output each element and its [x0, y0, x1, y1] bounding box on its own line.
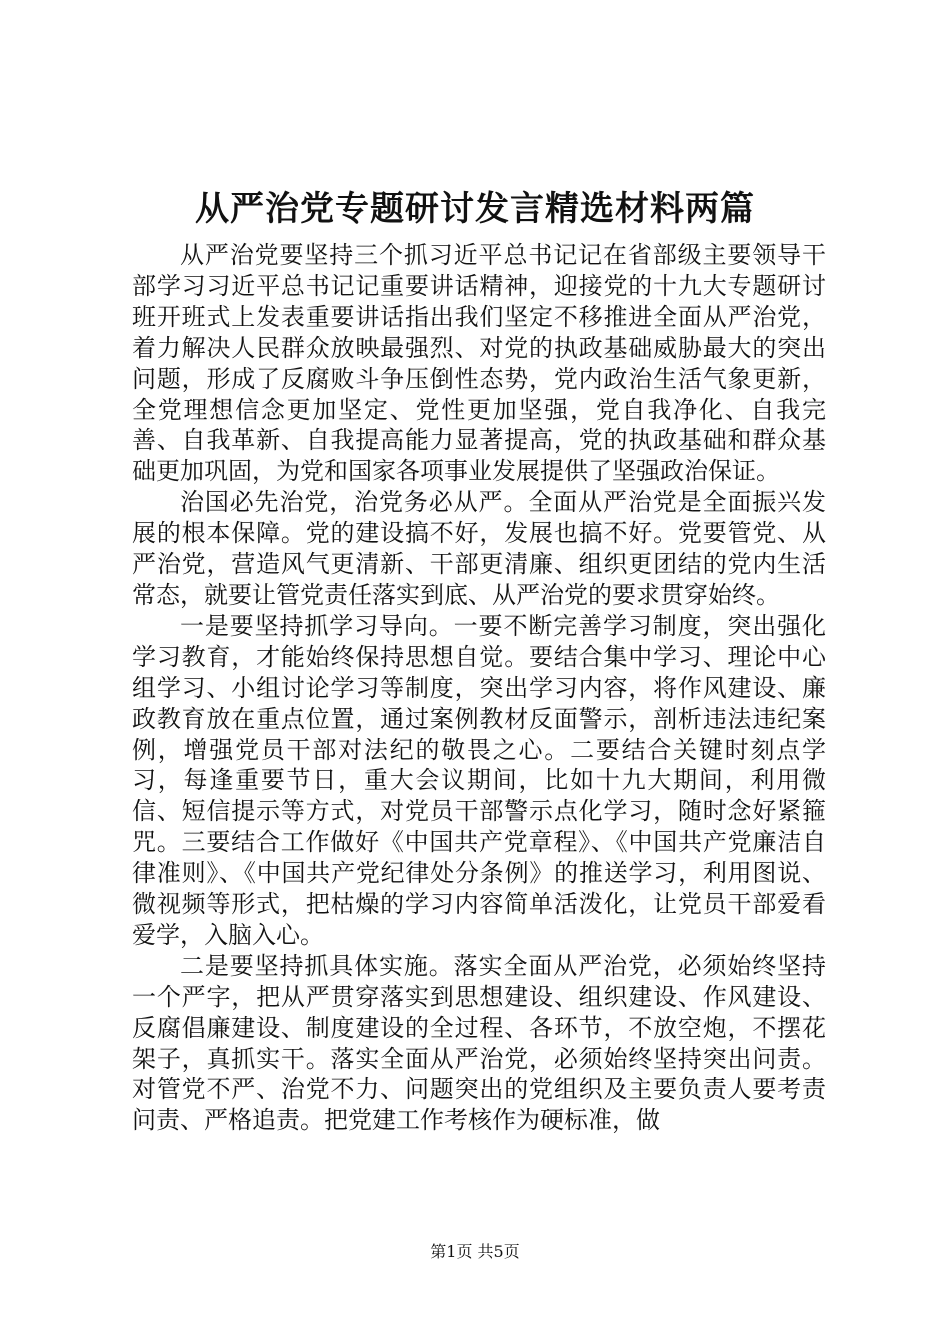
paragraph-1: 从严治党要坚持三个抓习近平总书记记在省部级主要领导干部学习习近平总书记记重要讲话精神，迎接党的十九大专题研讨班开班式上发表重要讲话指出我们坚定不移推进全面从严治党，着力解决人民群众放映最强烈、对党的执政基础威胁最大的突出问题，形成了反腐败斗争压倒性态势，党内政治生活气象更新，全党理想信念更加坚定、党性更加坚强，党自我净化、自我完善、自我革新、自我提高能力显著提高，党的执政基础和群众基础更加巩固，为党和国家各项事业发展提供了坚强政治保证。 — [132, 241, 826, 486]
paragraph-2: 治国必先治党，治党务必从严。全面从严治党是全面振兴发展的根本保障。党的建设搞不好，发展也搞不好。党要管党、从严治党，营造风气更清新、干部更清廉、组织更团结的党内生活常态，就要让管党责任落实到底、从严治党的要求贯穿始终。 — [132, 488, 826, 609]
paragraph-3: 一是要坚持抓学习导向。一要不断完善学习制度，突出强化学习教育，才能始终保持思想自觉。要结合集中学习、理论中心组学习、小组讨论学习等制度，突出学习内容，将作风建设、廉政教育放在重点位置，通过案例教材反面警示，剖析违法违纪案例，增强党员干部对法纪的敬畏之心。二要结合关键时刻点学习，每逢重要节日，重大会议期间，比如十九大期间，利用微信、短信提示等方式，对党员干部警示点化学习，随时念好紧箍咒。三要结合工作做好《中国共产党章程》、《中国共产党廉洁自律准则》、《中国共产党纪律处分条例》的推送学习，利用图说、微视频等形式，把枯燥的学习内容简单活泼化，让党员干部爱看爱学，入脑入心。 — [132, 611, 826, 949]
document-title: 从严治党专题研讨发言精选材料两篇 — [195, 189, 755, 229]
document-body — [132, 240, 826, 1136]
page-number-footer: 第1页 共5页 — [430, 1242, 520, 1261]
paragraph-4: 二是要坚持抓具体实施。落实全面从严治党，必须始终坚持一个严字，把从严贯穿落实到思想建设、组织建设、作风建设、反腐倡廉建设、制度建设的全过程、各环节，不放空炮，不摆花架子，真抓实干。落实全面从严治党，必须始终坚持突出问责。对管党不严、治党不力、问题突出的党组织及主要负责人要考责问责、严格追责。把党建工作考核作为硬标准，做 — [132, 951, 826, 1135]
